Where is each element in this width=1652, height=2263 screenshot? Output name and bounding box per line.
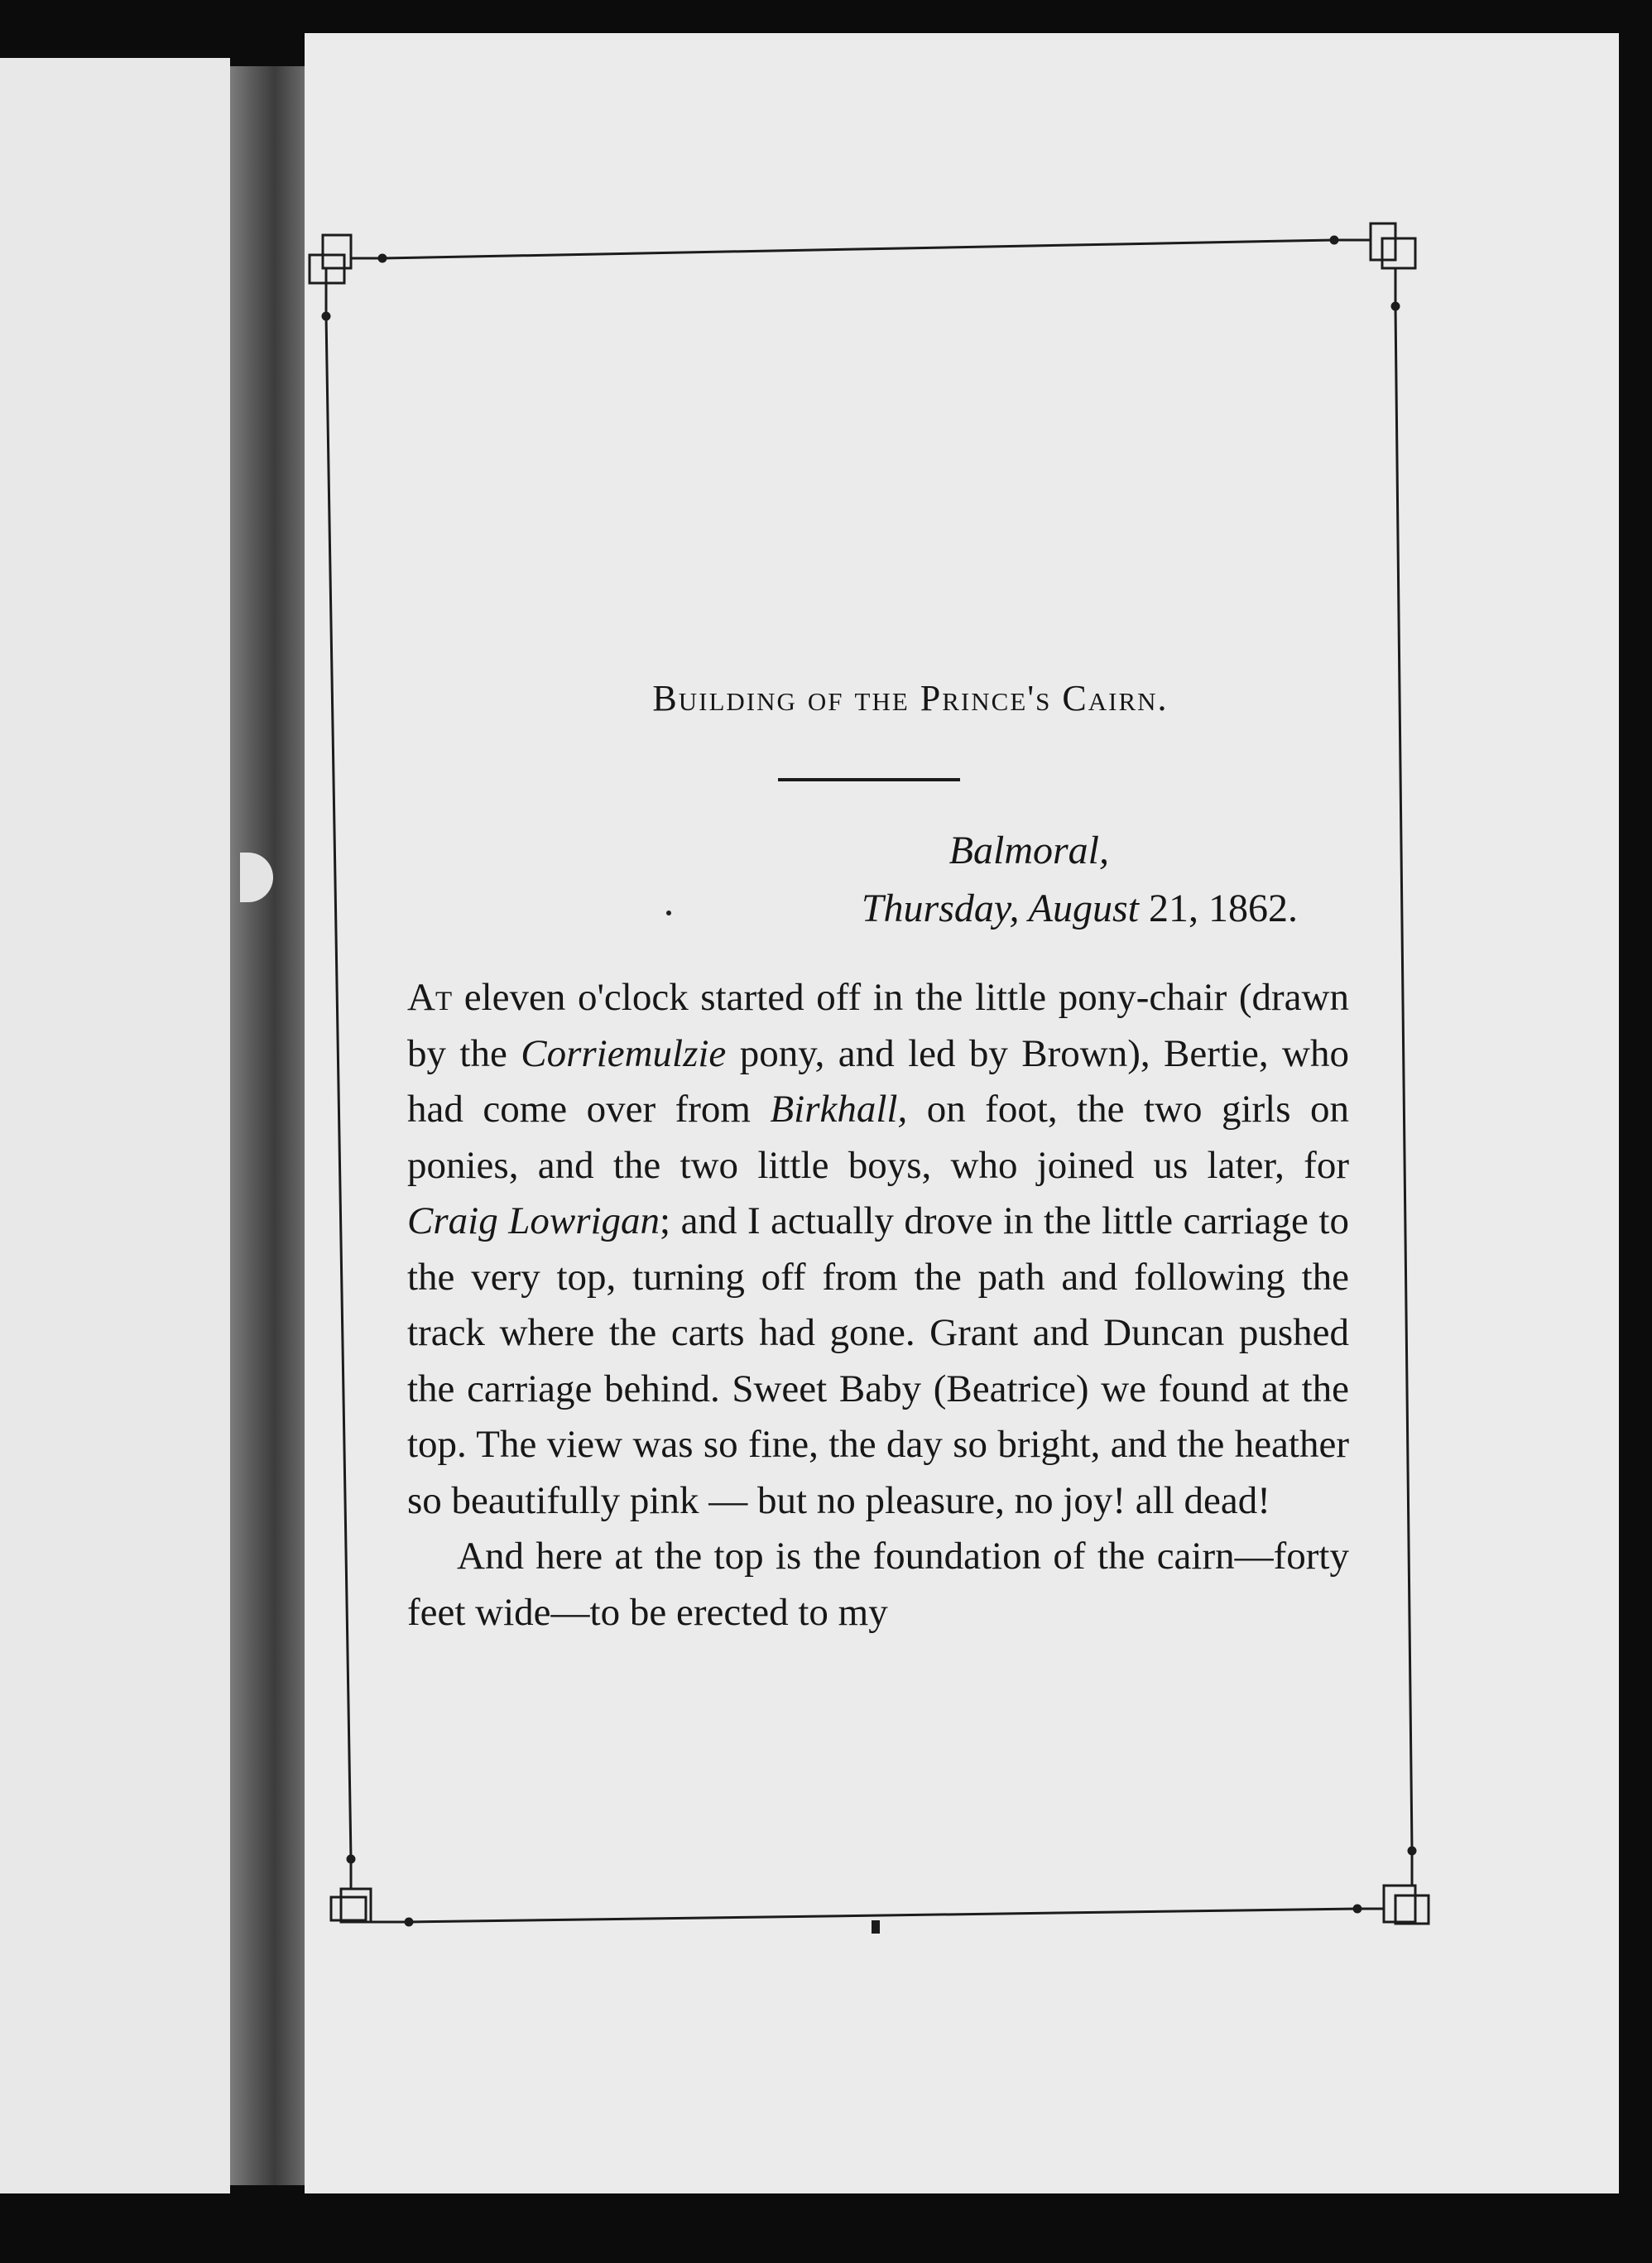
dateline-year: 21, 1862. xyxy=(1139,886,1298,930)
body-text xyxy=(407,970,1349,1641)
paragraph-1-italic-segment: Birkhall, xyxy=(770,1088,908,1131)
heading-rule xyxy=(778,778,960,781)
paragraph-1-segment: eleven o'clock started off in the little pony-chair (drawn by the xyxy=(407,976,1349,1075)
paragraph-2: And here at the top is the foundation of the cairn—forty feet wide—to be erected to my xyxy=(407,1535,1349,1634)
paragraph-1-italic-segment: Craig Lowrigan xyxy=(407,1199,660,1242)
dateline-date xyxy=(414,886,1298,931)
chapter-heading: Building of the Prince's Cairn. xyxy=(652,678,1169,718)
left-blank-page xyxy=(0,58,230,2193)
dateline-day: Thursday, August xyxy=(861,886,1139,930)
paragraph-1-italic-segment: Corriemulzie xyxy=(521,1031,727,1075)
dateline-place: Balmoral, xyxy=(948,829,1109,872)
scan-bottom-edge xyxy=(0,2193,1652,2263)
book-spine-shadow xyxy=(230,66,305,2185)
paragraph-1-segment: pony, and led by Brown), Bertie, who had come over from xyxy=(407,1031,1349,1131)
paragraph-lead-word: At xyxy=(407,976,453,1019)
paragraph-1-segment: ; and I actually drove in the little carriage to the very top, turning off from the path and following the track where the carts had gone. Grant and Duncan pushed the carriage behind. Sweet Baby (Beatrice) we found at the top. The view was so fine, the day so bright, and the heather so beautifully pink — but no pleasure, no joy! all dead! xyxy=(407,1199,1349,1522)
paragraph-1-segment: on foot, the two girls on ponies, and the two little boys, who joined us later, for xyxy=(407,1088,1350,1187)
paragraph-1 xyxy=(407,970,1349,1529)
page-mark xyxy=(872,1920,880,1934)
